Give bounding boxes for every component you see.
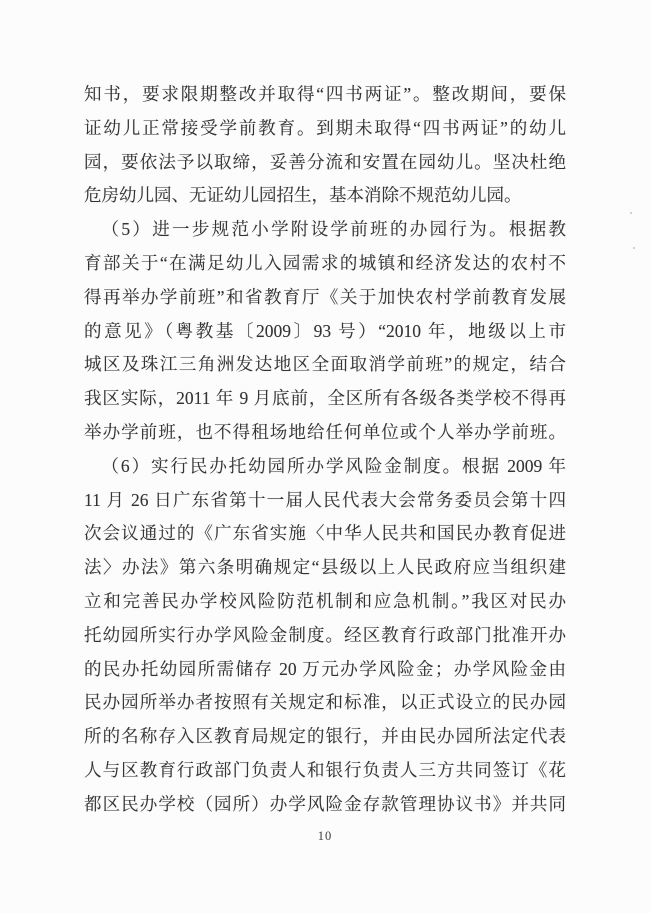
text-line: 育部关于“在满足幼儿入园需求的城镇和经济发达的农村不 (84, 252, 566, 273)
text-line: 民办园所举办者按照有关规定和标准，以正式设立的民办园 (84, 692, 566, 713)
page-number: 10 (317, 829, 333, 843)
scan-speck (630, 212, 632, 214)
text-line: 次会议通过的《广东省实施〈中华人民共和国民办教育促进 (84, 523, 566, 544)
text-line: 的意见》（粤教基〔2009〕93 号）“2010 年，地级以上市 (84, 320, 566, 341)
text-line: 园，要依法予以取缔，妥善分流和安置在园幼儿。坚决杜绝 (84, 151, 566, 172)
text-line: 的民办托幼园所需储存 20 万元办学风险金；办学风险金由 (84, 658, 566, 679)
text-line: 举办学前班，也不得租场地给任何单位或个人举办学前班。 (84, 421, 566, 442)
text-line: 证幼儿正常接受学前教育。到期未取得“四书两证”的幼儿 (84, 117, 566, 138)
text-line: 立和完善民办学校风险防范机制和应急机制。”我区对民办 (84, 590, 566, 611)
paragraph-start-line: （5）进一步规范小学附设学前班的办园行为。根据教 (101, 219, 566, 240)
text-line: 都区民办学校（园所）办学风险金存款管理协议书》并共同 (84, 793, 566, 814)
document-body (84, 78, 566, 822)
paragraph-start-line: （6）实行民办托幼园所办学风险金制度。根据 2009 年 (101, 455, 566, 476)
text-line: 人与区教育行政部门负责人和银行负责人三方共同签订《花 (84, 759, 566, 780)
scan-speck (633, 247, 635, 249)
text-line: 所的名称存入区教育局规定的银行，并由民办园所法定代表 (84, 726, 566, 747)
text-line: 法〉办法》第六条明确规定“县级以上人民政府应当组织建 (84, 557, 566, 578)
text-line: 得再举办学前班”和省教育厅《关于加快农村学前教育发展 (84, 286, 566, 307)
text-line: 知书，要求限期整改并取得“四书两证”。整改期间，要保 (84, 84, 566, 104)
text-line: 11 月 26 日广东省第十一届人民代表大会常务委员会第十四 (84, 489, 566, 510)
text-line: 我区实际，2011 年 9 月底前，全区所有各级各类学校不得再 (84, 388, 566, 409)
text-line: 城区及珠江三角洲发达地区全面取消学前班”的规定，结合 (84, 354, 566, 375)
text-line: 危房幼儿园、无证幼儿园招生，基本消除不规范幼儿园。 (84, 185, 522, 206)
text-line: 托幼园所实行办学风险金制度。经区教育行政部门批准开办 (84, 624, 566, 645)
